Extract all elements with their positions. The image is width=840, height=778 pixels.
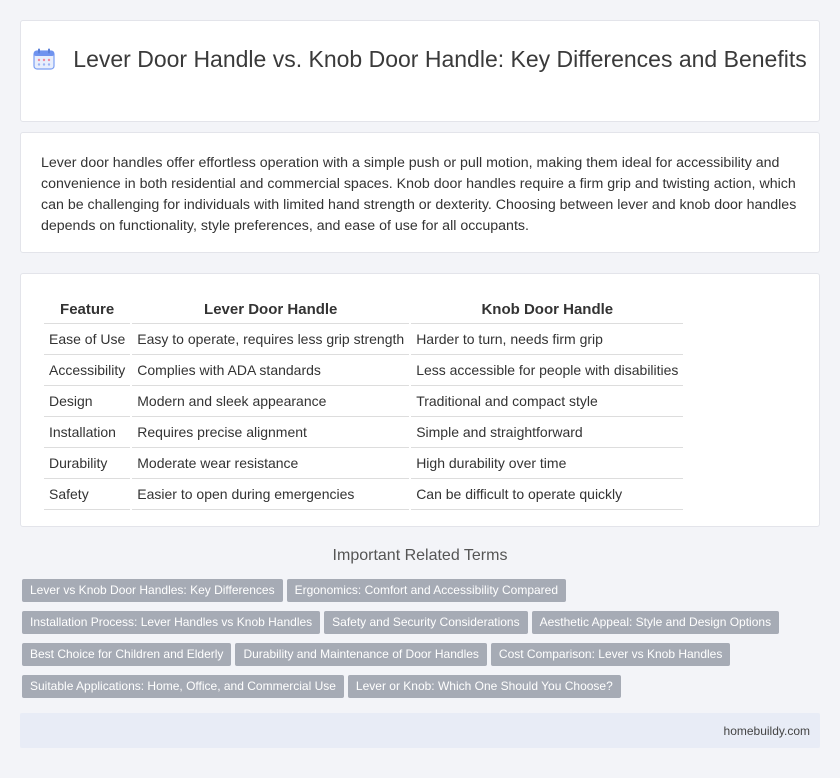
related-tag[interactable]: Suitable Applications: Home, Office, and Commercial Use [22, 675, 344, 698]
cell-lever: Easier to open during emergencies [132, 479, 409, 510]
table-row [44, 479, 683, 510]
table-row [44, 355, 683, 386]
header-feature: Feature [44, 294, 130, 324]
related-tags [22, 579, 812, 707]
cell-knob: High durability over time [411, 448, 683, 479]
cell-feature: Safety [44, 479, 130, 510]
cell-feature: Ease of Use [44, 324, 130, 355]
related-tag[interactable]: Durability and Maintenance of Door Handles [235, 643, 486, 666]
cell-feature: Installation [44, 417, 130, 448]
cell-knob: Harder to turn, needs firm grip [411, 324, 683, 355]
related-tag[interactable]: Installation Process: Lever Handles vs Knob Handles [22, 611, 320, 634]
cell-lever: Complies with ADA standards [132, 355, 409, 386]
cell-feature: Accessibility [44, 355, 130, 386]
cell-lever: Easy to operate, requires less grip strength [132, 324, 409, 355]
related-tag[interactable]: Ergonomics: Comfort and Accessibility Compared [287, 579, 566, 602]
related-terms-title: Important Related Terms [332, 547, 508, 564]
table-row [44, 386, 683, 417]
table-row [44, 448, 683, 479]
related-tag[interactable]: Lever or Knob: Which One Should You Choose? [348, 675, 621, 698]
cell-knob: Traditional and compact style [411, 386, 683, 417]
cell-knob: Simple and straightforward [411, 417, 683, 448]
cell-feature: Design [44, 386, 130, 417]
header-knob: Knob Door Handle [411, 294, 683, 324]
intro-text: Lever door handles offer effortless operation with a simple push or pull motion, making them ideal for accessibility and convenience in both residential and commercial spaces. Knob door handles require a firm grip and twisting action, which can be challenging for individuals with limited hand strength or dexterity. Choosing between lever and knob door handles depends on functionality, style preferences, and ease of use for all occupants. [41, 155, 797, 234]
header-lever: Lever Door Handle [132, 294, 409, 324]
comparison-card [20, 273, 820, 527]
cell-lever: Moderate wear resistance [132, 448, 409, 479]
comparison-table [42, 294, 685, 510]
cell-knob: Less accessible for people with disabilities [411, 355, 683, 386]
cell-knob: Can be difficult to operate quickly [411, 479, 683, 510]
footer-site-link[interactable]: homebuildy.com [723, 724, 810, 738]
related-tag[interactable]: Best Choice for Children and Elderly [22, 643, 231, 666]
calendar-icon [33, 48, 55, 77]
related-tag[interactable]: Aesthetic Appeal: Style and Design Options [532, 611, 779, 634]
page-title-wrap [21, 45, 819, 77]
intro-card [20, 132, 820, 253]
cell-lever: Modern and sleek appearance [132, 386, 409, 417]
related-tag[interactable]: Safety and Security Considerations [324, 611, 527, 634]
related-tag[interactable]: Cost Comparison: Lever vs Knob Handles [491, 643, 730, 666]
cell-feature: Durability [44, 448, 130, 479]
cell-lever: Requires precise alignment [132, 417, 409, 448]
footer [20, 713, 820, 748]
header-card [20, 20, 820, 122]
table-row [44, 324, 683, 355]
related-tag[interactable]: Lever vs Knob Door Handles: Key Differences [22, 579, 283, 602]
table-header-row [44, 294, 683, 324]
page-title: Lever Door Handle vs. Knob Door Handle: Key Differences and Benefits [73, 46, 807, 72]
table-row [44, 417, 683, 448]
